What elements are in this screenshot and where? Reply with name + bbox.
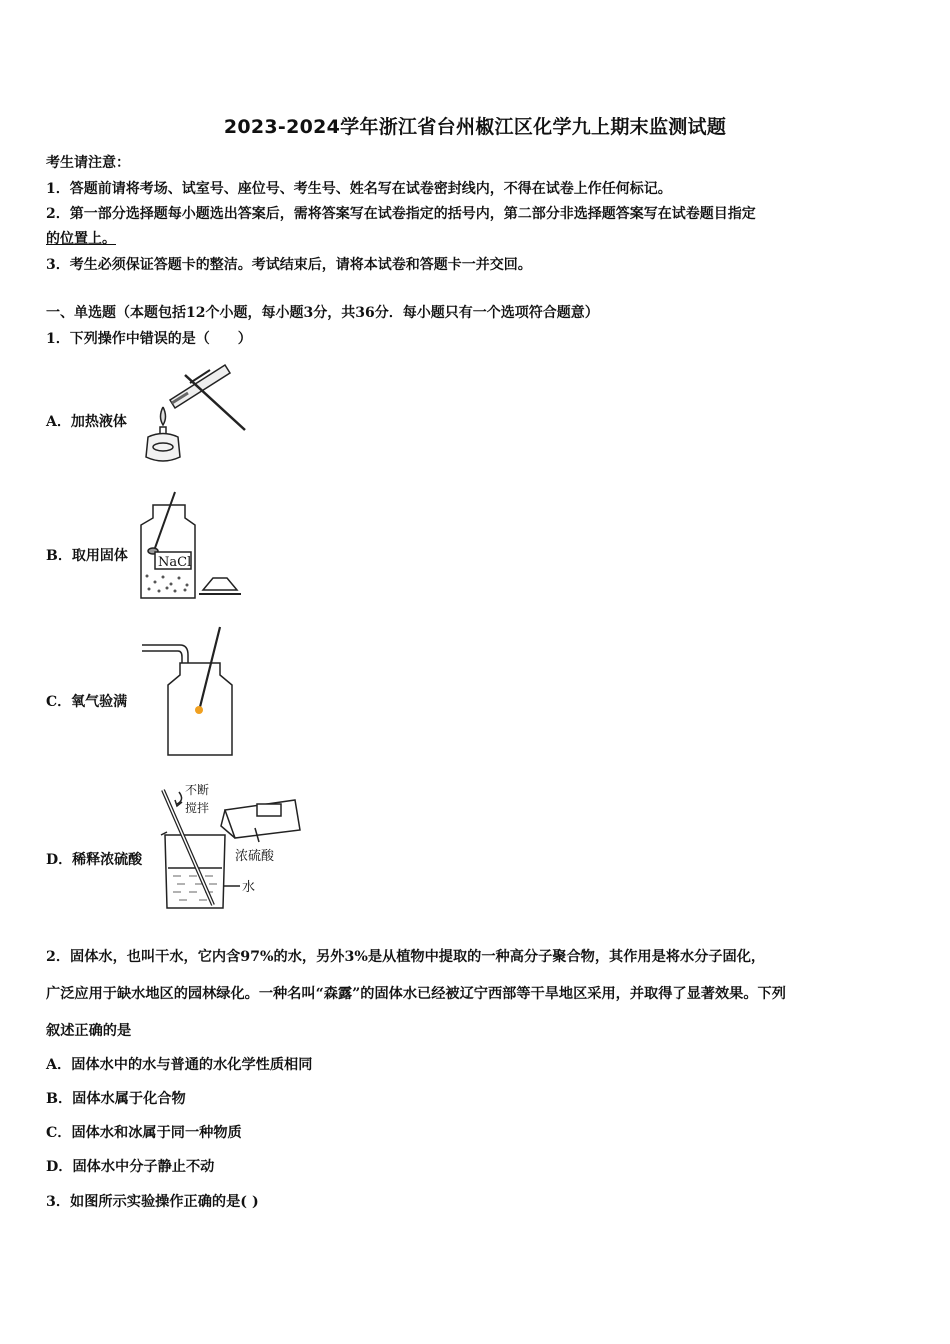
nacl-label: NaCl: [158, 555, 192, 570]
notice-item-2-cont: 的位置上。: [46, 231, 116, 247]
question-1-stem: 1．下列操作中错误的是（ ）: [46, 331, 252, 347]
taking-solid-figure: [135, 490, 245, 605]
q2-option-d: D．固体水中分子静止不动: [46, 1159, 215, 1175]
question-2-line-3: 叙述正确的是: [46, 1023, 132, 1039]
dilute-acid-figure: [155, 780, 315, 915]
notice-item-2: 2．第一部分选择题每小题选出答案后，需将答案写在试卷指定的括号内，第二部分非选择题答案写在试卷题目指定: [46, 206, 756, 222]
q1-option-b: B．取用固体: [46, 548, 128, 564]
q1-option-c: C．氧气验满: [46, 694, 128, 710]
q1-option-a: A．加热液体: [46, 414, 127, 430]
glowing-splint-icon: [195, 706, 203, 714]
q2-option-c: C．固体水和冰属于同一种物质: [46, 1125, 242, 1141]
oxygen-test-figure: [140, 625, 240, 760]
question-2-line-1: 2．固体水，也叫干水，它内含97%的水，另外3%是从植物中提取的一种高分子聚合物，其作用是将水分子固化，: [46, 949, 766, 965]
question-2-line-2: 广泛应用于缺水地区的园林绿化。一种名叫“森露”的固体水已经被辽宁西部等干旱地区采用，并取得了显著效果。下列: [46, 986, 786, 1002]
q2-option-b: B．固体水属于化合物: [46, 1091, 186, 1107]
question-3-stem: 3．如图所示实验操作正确的是( ): [46, 1194, 259, 1210]
water-label: 水: [242, 880, 256, 895]
notice-heading: 考生请注意：: [46, 155, 130, 171]
heating-liquid-figure: [130, 355, 255, 475]
stir-label-1: 不断: [185, 783, 210, 797]
notice-item-1: 1．答题前请将考场、试室号、座位号、考生号、姓名写在试卷密封线内，不得在试卷上作任何标记。: [46, 181, 672, 197]
notice-item-3: 3．考生必须保证答题卡的整洁。考试结束后，请将本试卷和答题卡一并交回。: [46, 257, 532, 273]
section-heading: 一、单选题（本题包括12个小题，每小题3分，共36分．每小题只有一个选项符合题意）: [46, 305, 599, 321]
acid-label: 浓硫酸: [235, 849, 275, 864]
page-title: 2023-2024学年浙江省台州椒江区化学九上期末监测试题: [223, 116, 727, 138]
stir-label-2: 搅拌: [185, 801, 210, 815]
q1-option-d: D．稀释浓硫酸: [46, 852, 143, 868]
q2-option-a: A．固体水中的水与普通的水化学性质相同: [46, 1057, 313, 1073]
